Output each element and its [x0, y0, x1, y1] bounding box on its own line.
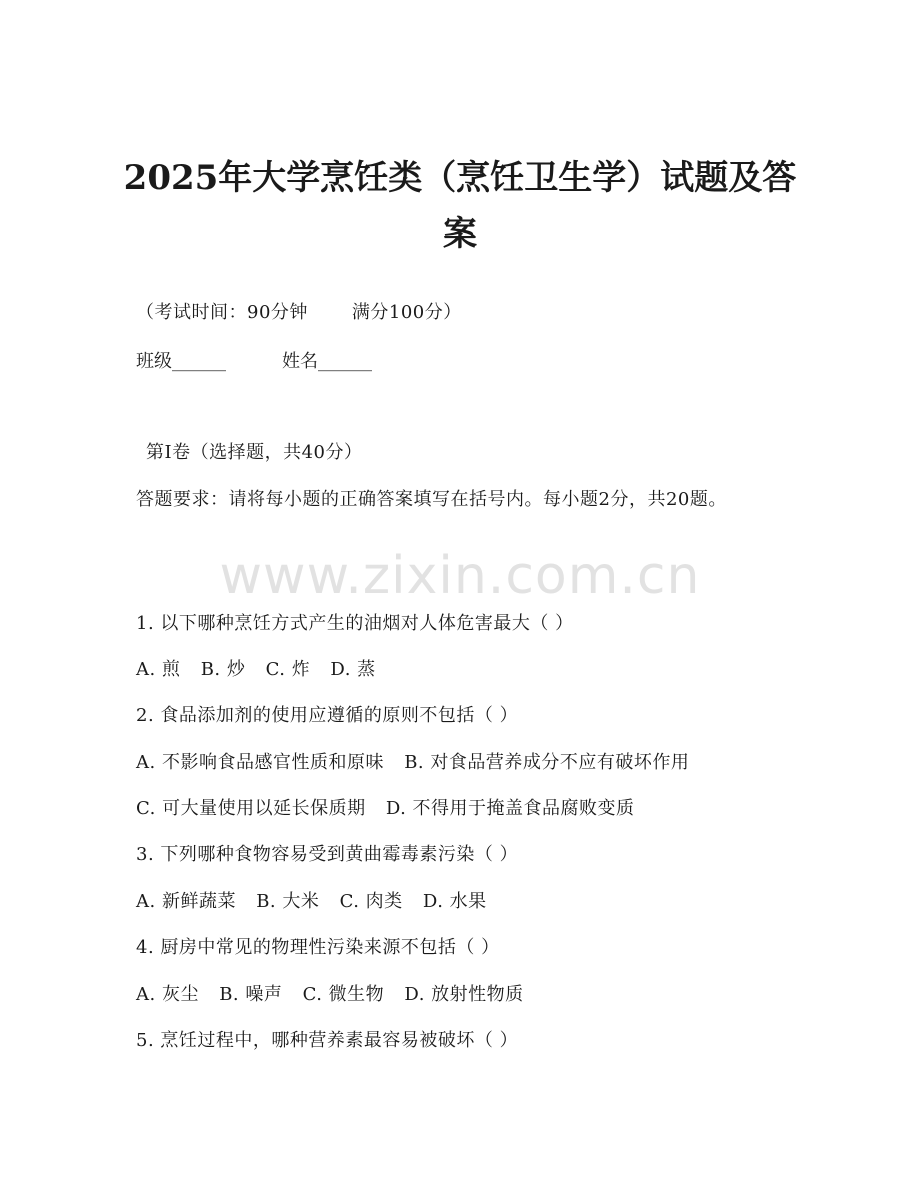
question-options [136, 657, 390, 683]
exam-full-score: 满分100分） [351, 302, 462, 323]
student-fields [136, 349, 372, 375]
question-stem: 4. 厨房中常见的物理性污染来源不包括（ ） [136, 937, 500, 958]
option: C. 可大量使用以延长保质期 [136, 798, 366, 819]
option: A. 煎 [136, 659, 181, 680]
option: D. 放射性物质 [404, 984, 524, 1005]
option: A. 不影响食品感官性质和原味 [136, 752, 384, 773]
watermark: www.zixin.com.cn [219, 546, 701, 606]
question-stem: 3. 下列哪种食物容易受到黄曲霉毒素污染（ ） [136, 844, 519, 865]
option: A. 新鲜蔬菜 [136, 891, 236, 912]
exam-time: （考试时间：90分钟 [136, 302, 308, 323]
question-stem: 1. 以下哪种烹饪方式产生的油烟对人体危害最大（ ） [136, 613, 574, 634]
question-options [136, 750, 703, 776]
question-stem: 2. 食品添加剂的使用应遵循的原则不包括（ ） [136, 705, 519, 726]
option: D. 水果 [422, 891, 487, 912]
option: C. 肉类 [339, 891, 403, 912]
option: C. 炸 [265, 659, 311, 680]
name-field: 姓名______ [282, 351, 372, 372]
page-title: 2025年大学烹饪类（烹饪卫生学）试题及答案 [123, 158, 797, 254]
option: D. 不得用于掩盖食品腐败变质 [385, 798, 635, 819]
option: A. 灰尘 [136, 984, 199, 1005]
section-instruction: 答题要求：请将每小题的正确答案填写在括号内。每小题2分，共20题。 [136, 489, 727, 510]
option: C. 微生物 [302, 984, 385, 1005]
exam-info [136, 300, 462, 326]
option: D. 蒸 [330, 659, 376, 680]
option: B. 对食品营养成分不应有破坏作用 [404, 752, 690, 773]
option: B. 大米 [256, 891, 320, 912]
question-options [136, 982, 538, 1008]
option: B. 噪声 [219, 984, 283, 1005]
question-options [136, 889, 501, 915]
question-options [136, 796, 649, 822]
class-field: 班级______ [136, 351, 226, 372]
section-heading: 第Ⅰ卷（选择题，共40分） [146, 442, 363, 463]
option: B. 炒 [200, 659, 246, 680]
question-stem: 5. 烹饪过程中，哪种营养素最容易被破坏（ ） [136, 1030, 519, 1051]
